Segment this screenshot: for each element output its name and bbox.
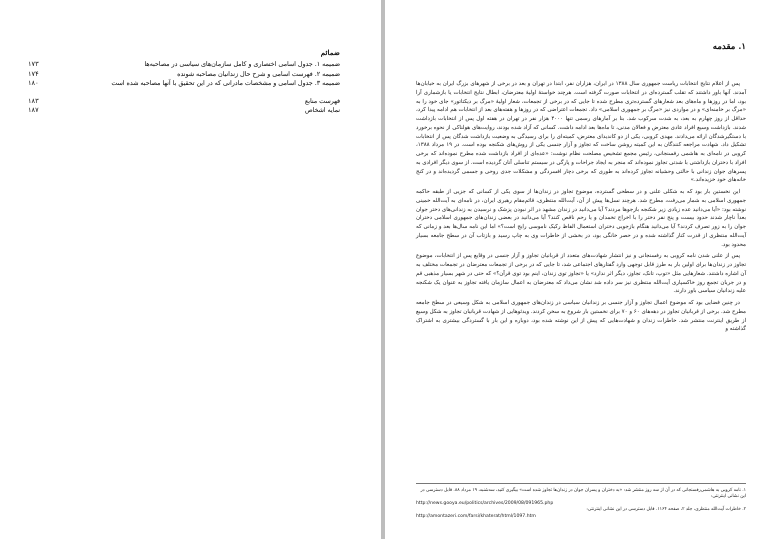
toc-heading: ضمائم: [320, 48, 340, 57]
toc-entry: [28, 60, 340, 70]
paragraph: این نخستین بار بود که به شکلی علنی و در سطحی گسترده، موضوع تجاوز در زندان‌ها از سوی یکی از کسانی که جزیی از طبقه حاکمه جمهوری اسلامی به شمار می‌رفت، مطرح شد. هرچند نسل‌ها پیش از آن، آیت‌الله منتظری، قائم‌مقام رهبری ایران، در نامه‌ای به آیت‌الله خمینی نوشته بود: «آیا می‌دانید عده زیادی زیر شکنجه بازجوها مردند؟ آیا می‌دانید در زندان مشهد در اثر نبودن پزشک و نرسیدن به زندانی‌های دختر جوان بعداً ناچار شدند حدود بیست و پنج نفر دختر را با اخراج تخمدان و یا رحم ناقص کنند؟ آیا می‌دانید در بعضی زندان‌های جمهوری اسلامی دختران جوان را به زور تصرف کردند؟ آیا می‌دانید هنگام بازجویی دختران استعمال الفاظ رکیک ناموسی رایج است؟» اما این نامه سال‌ها بعد و زمانی که آیت‌الله منتظری از قدرت کنار گذاشته شده و در حصر خانگی بود، در بخشی از خاطرات وی به چاپ رسید و بازتاب آن در سطح جامعه بسیار محدود بود.: [416, 189, 746, 248]
toc-entry: [28, 70, 340, 80]
section-title: ۱. مقدمه: [712, 42, 746, 52]
toc-entry-page: ۱۷۴: [28, 69, 39, 78]
toc-entry-text: ضمیمه ۱. جدول اسامی اختصاری و کامل سازمان‌های سیاسی در مصاحبه‌ها: [144, 61, 340, 68]
appendix-toc: [28, 48, 340, 116]
footnote-url[interactable]: http://amontazeri.com/farsi/khaterat/html/1097.htm: [416, 513, 536, 519]
toc-entry-page: ۱۸۳: [28, 96, 39, 105]
paragraph: پس از اعلام نتایج انتخابات ریاست جمهوری سال ۱۳۸۸ در ایران، هزاران نفر، ابتدا در تهران و بعد در برخی از شهرهای بزرگ ایران به خیابان‌ها آمدند. آنها باور داشتند که تقلب گسترده‌ای در انتخابات صورت گرفته است. هرچند خواستهٔ اولیهٔ معترضان، ابطال نتایج انتخابات یا بازشماری آرا بود، اما در روزها و ماه‌های بعد شعارهای گسترده‌تری مطرح شده تا جایی که در برخی از تجمعات، شعار اولیهٔ «مرگ بر دیکتاتور» جای خود را به «مرگ بر خامنه‌ای» و در مواردی نیز «مرگ بر جمهوری اسلامی» داد. تجمعات اعتراضی که در روزها و هفته‌های بعد از انتخابات هم ادامه پیدا کرد، حداقل از روز چهارم به بعد، به شدت سرکوب شد. بنا بر آمارهای رسمی تنها ۴۰۰۰ هزار نفر در تهران در هفته اول پس از انتخابات بازداشت شدند. بازداشت وسیع افراد عادی معترض و فعالان مدنی، تا ماه‌ها بعد ادامه داشت. کسانی که آزاد شده بودند، روایت‌های هولناکی از نحوه برخورد با دستگیرشدگان ارائه می‌دادند. مهدی کروبی، یکی از دو کاندیدای معترض، کمیته‌ای را برای رسیدگی به وضعیت بازداشت شدگان پس از انتخابات تشکیل داد. شهادت مراجعه کنندگان به این کمیته روشن ساخت که تجاوز و آزار جنسی یکی از روش‌های شکنجه بوده است. در ۱۹ مرداد ۱۳۸۸، کروبی در نامه‌ای به هاشمی رفسنجانی، رئیس مجمع تشخیص مصلحت نظام نوشت: «عده‌ای از افراد بازداشت شده مطرح نموده‌اند که برخی افراد با دختران بازداشتی با شدتی تجاوز نموده‌اند که منجر به ایجاد جراحات و پارگی در سیستم تناسلی آنان گردیده است. از سوی دیگر افرادی به پسرهای جوان زندانی با حالتی وحشیانه تجاوز کرده‌اند به طوری که برخی دچار افسردگی و مشکلات جدی روحی و جسمی گردیده‌اند و در کنج خانه‌های خود خزیده‌اند.»: [416, 81, 747, 184]
toc-entry-page: ۱۸۰: [28, 79, 39, 87]
left-page: [0, 0, 381, 539]
footnote-text: ۲. خاطرات آیت‌الله منتظری، جلد ۲، صفحه ۱۱۶۴. قابل دسترسی در این نشانی اینترنتی:: [586, 507, 746, 513]
toc-entry-text: ضمیمه ۲. فهرست اسامی و شرح حال زندانیان مصاحبه شونده: [177, 70, 340, 78]
toc-entry-page: ۱۸۷: [28, 106, 39, 114]
paragraph: در چنین فضایی بود که موضوع اعمال تجاوز و آزار جنسی بر زندانیان سیاسی در زندان‌های جمهوری اسلامی به شکل وسیعی در سطح جامعه مطرح شد. برخی از قربانیان تجاوز در دهه‌های ۶۰ و ۷۰ برای نخستین بار شروع به سخن کردند. ویدئوهایی از شهادت قربانیان تجاوز به شکل وسیع از طریق اینترنت منتشر شد. خاطرات زندان و شهادت‌هایی که پیش از این نوشته شده بود، دوباره و این بار با گستردگی بیشتری به اشتراک گذاشته و: [416, 300, 746, 333]
toc-entry-text: نمایه اشخاص: [304, 107, 340, 114]
footnotes: [416, 483, 746, 520]
footnote-text: ۱. نامه کروبی به هاشمی‌رفسنجانی که در آن از سه روز منتشر شد: «به دختران و پسران جوان در زندان‌ها تجاوز شده است» بیگیری کنید، سه‌شنبه، ۱۹ مرداد ۸۸. قابل دسترسی در این نشانی اینترنتی:: [420, 488, 746, 500]
toc-entry-page: ۱۷۳: [28, 60, 39, 68]
footnote: [416, 488, 746, 507]
footnote: [416, 507, 746, 520]
footnote-url[interactable]: http://news.gooya.eu/politics/archives/2009/08/091965.php: [416, 500, 554, 506]
body-text: [416, 80, 746, 337]
toc-entry-text: فهرست منابع: [304, 97, 340, 105]
toc-entry-sources: [28, 97, 340, 107]
paragraph: پس از علنی شدن نامه کروبی به رفسنجانی و نیز انتشار شهادت‌های متعدد از قربانیان تجاوز و آزار جنسی در وقایع پس از انتخابات، موضوع تجاوز در زندان‌ها برای اولین بار به طرز قابل توجهی وارد گفتارهای اجتماعی شد، تا جایی که در برخی از تجمعات معترضان در تجمعات مختلف به آن اشاره داشتند. شعارهایی مثل «توپ، تانک، تجاوز، دیگر اثر ندارد» یا «تجاوز توی زندان، اینم بود توی قرآن؟» که حتی در شهر بسیار مذهبی قم و در جریان تجمع روز خاکسپاری آیت‌الله منتظری نیز سر داده شد نشان می‌داد که معترضان به اعمال سازمان یافته تجاوز به عنوان یک شکنجه علیه زندانیان سیاسی باور دارند.: [416, 253, 746, 295]
toc-entry: [28, 79, 340, 89]
toc-entry-index: [28, 106, 340, 116]
right-page: [385, 0, 768, 539]
toc-entry-text: ضمیمه ۳. جدول اسامی و مشخصات مادرانی که در این تحقیق با آنها مصاحبه شده است: [111, 80, 340, 87]
